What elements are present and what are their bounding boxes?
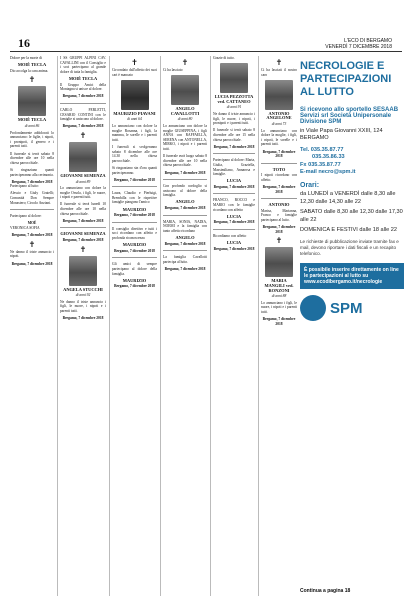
notice-signature: Bergamo, 7 dicembre 2018 xyxy=(262,185,296,194)
age-label: di anni 86 xyxy=(24,123,40,128)
notice-signature: Bergamo, 7 dicembre 2018 xyxy=(164,170,206,175)
obituary-column-3 xyxy=(112,56,157,596)
deceased-name: GIOVANNI SEMENZA xyxy=(60,172,106,178)
portrait-photo xyxy=(220,63,248,93)
deceased-name: ANGELO xyxy=(175,235,195,241)
notice-signature: Bergamo, 7 dicembre 2018 xyxy=(62,316,104,321)
age-label: di anni 91 xyxy=(226,105,242,110)
notice-signature: Bergamo, 7 dicembre 2018 xyxy=(11,233,53,238)
notice-signature: Bergamo, 7 dicembre 2018 xyxy=(262,225,296,234)
notice-signature: Bergamo, 7 dicembre 2018 xyxy=(62,238,104,243)
notice-text: I SS GRUPPI ALPINI CAV. CAVALLINI con il Consiglio e i soci partecipano al grande dolore di tutta la famiglia. xyxy=(60,56,106,74)
notice-text: Si ringraziano quanti parteciperanno alla cerimonia. xyxy=(10,167,54,177)
deceased-name: ANTONIO xyxy=(268,202,290,208)
notice-signature: Bergamo, 7 dicembre 2018 xyxy=(11,261,53,266)
obituary-column-1 xyxy=(10,56,54,596)
notice-text: Si ringraziano sin d'ora quanti parteciperanno. xyxy=(112,165,157,175)
advert-intro: Si ricevono allo sportello SESAAB Servizi srl Società Unipersonale Divisione SPM xyxy=(300,107,399,125)
notice-divider xyxy=(60,103,106,104)
column-divider xyxy=(57,56,58,596)
advert-tel-2[interactable]: 035.35.86.33 xyxy=(312,154,345,161)
notice-text: Lo annunciano con dolore la moglie GIUSEPPINA, i figli ANNA con RAFFAELLA, SERENA con ANTONELLA, MIRKO, i nipoti e i parenti tutti. xyxy=(163,123,207,151)
notice-text: CARLO FERLETTI, CESARIO CONTINI con le famiglie si uniscono al dolore. xyxy=(60,107,106,122)
cross-icon: ✝ xyxy=(79,244,87,254)
notice-signature: Bergamo, 7 dicembre 2018 xyxy=(114,213,155,218)
notice-divider xyxy=(112,222,157,223)
notice-text: Partecipano al dolore: xyxy=(10,214,42,219)
notice-text: Ricordiamo con affetto xyxy=(213,234,247,239)
page-header xyxy=(10,0,404,56)
notice-text: Grazie di tutto. xyxy=(213,56,235,60)
deceased-name: LUCIA xyxy=(226,213,242,219)
cross-icon: ✝ xyxy=(28,75,36,85)
notice-signature: Bergamo, 7 dicembre 2018 xyxy=(262,317,296,326)
advert-orari-sunday: DOMENICA E FESTIVI dalle 18 alle 22 xyxy=(300,227,397,234)
continue-note: Continua a pagina 18 xyxy=(300,588,351,594)
deceased-name: ANGELO xyxy=(175,199,195,205)
notice-text: Lo annunciano con dolore la moglie Rosanna, i figli, la mamma, le sorelle e i parenti tutti. xyxy=(112,123,157,142)
deceased-name: MAURIZIO xyxy=(122,242,147,248)
portrait-photo xyxy=(69,142,97,172)
obituary-column-5 xyxy=(213,56,255,596)
notice-text: Lo annunciano con dolore la moglie, i figli, i nipoti, le sorelle e i parenti tutti. xyxy=(261,128,297,147)
advert-fax: Fx 035.35.87.77 xyxy=(300,161,341,168)
notice-text: Partecipano al lutto: xyxy=(10,184,39,189)
deceased-name: MOIÈ TECLA xyxy=(17,117,47,123)
notice-text: I nipoti ricordano con affetto. xyxy=(261,173,297,182)
notice-divider xyxy=(112,257,157,258)
deceased-name: MOIÈ TECLA xyxy=(68,75,98,81)
notice-signature: Bergamo, 7 dicembre 2018 xyxy=(11,179,53,184)
notice-text: VERONICA SOFIA xyxy=(10,226,40,231)
notice-text: Il Gruppo Amici della Montagna si unisce al dolore. xyxy=(60,82,106,92)
notice-text: Lo annunciano con dolore la moglie Orsola, i figli, le nuore, i nipoti e parenti tutti. xyxy=(60,186,106,200)
column-divider xyxy=(210,56,211,596)
notice-text: Il funerale si terrà sabato 8 dicembre alle ore 15 nella chiesa parrocchiale. xyxy=(213,128,255,142)
notice-signature: Bergamo, 7 dicembre 2018 xyxy=(62,218,104,223)
notice-text: Lo annunciano i figli, le nuore, i nipoti e i parenti tutti. xyxy=(261,300,297,314)
deceased-name: ANTONIO ANGELONE xyxy=(266,110,292,121)
notice-signature: Bergamo, 7 dicembre 2018 xyxy=(114,177,155,182)
spm-logo xyxy=(300,295,404,321)
notice-signature: Bergamo, 7 dicembre 2018 xyxy=(213,220,255,225)
notice-text: Ne danno il triste annuncio i nipoti. xyxy=(10,249,54,259)
notice-text: Il funerale si terrà lunedì 10 dicembre alle ore 10 nella chiesa parrocchiale. xyxy=(60,202,106,216)
notice-text: Ne danno il triste annuncio i figli, le nuore, i nipoti, i pronipoti e i parenti tutti. xyxy=(213,111,255,126)
header-rule xyxy=(10,51,402,52)
portrait-photo xyxy=(69,256,97,286)
notice-text: Ci ha lasciati il nostro caro xyxy=(261,68,297,77)
notice-signature: Bergamo, 7 dicembre 2018 xyxy=(164,241,206,246)
newspaper-masthead xyxy=(325,38,392,50)
notice-text: La famiglia Cavallotti partecipa al lutto. xyxy=(163,255,207,264)
deceased-name: GIOVANNI SEMENZA xyxy=(60,231,106,237)
notice-divider xyxy=(163,179,207,180)
advert-address: in Viale Papa Giovanni XXIII, 124 BERGAMO xyxy=(300,128,383,142)
advert-email[interactable]: E-mail necro@spm.it xyxy=(300,169,356,176)
notice-signature: Bergamo, 7 dicembre 2018 xyxy=(164,206,206,211)
portrait-photo xyxy=(265,247,293,277)
age-label: di anni 92 xyxy=(75,293,91,298)
notice-text: Il funerale avrà luogo sabato 8 dicembre alle ore 10 nella chiesa parrocchiale. xyxy=(163,154,207,168)
cross-icon: ✝ xyxy=(79,130,87,140)
deceased-name: ANGELO CAVALLOTTI xyxy=(170,106,200,116)
notice-text: Profondamente addolorati lo annunciano: le figlie, i nipoti, i pronipoti, il genero e i parenti tutti. xyxy=(10,130,54,149)
notice-text: Dio accolga la cara anima. xyxy=(10,68,49,73)
notice-signature: Bergamo, 7 dicembre 2018 xyxy=(62,124,104,129)
issue-date: VENERDÌ 7 DICEMBRE 2018 xyxy=(325,44,392,50)
notice-divider xyxy=(261,198,297,199)
notice-text: Con profondo cordoglio si uniscono al dolore della famiglia. xyxy=(163,184,207,198)
notice-divider xyxy=(112,186,157,187)
column-divider xyxy=(160,56,161,596)
deceased-name: MAURIZIO xyxy=(122,206,147,212)
deceased-name: LUCIA xyxy=(226,240,242,246)
advert-orari-label: Orari: xyxy=(300,182,320,190)
spm-logo-text: SPM xyxy=(330,299,363,317)
cross-icon: ✝ xyxy=(275,236,283,246)
portrait-photo xyxy=(171,75,199,105)
notice-text: Il funerale si terrà sabato 8 dicembre alle ore 10 nella chiesa parrocchiale. xyxy=(10,151,54,165)
notice-signature: Bergamo, 7 dicembre 2018 xyxy=(213,144,255,149)
portrait-photo xyxy=(121,80,149,110)
age-label: di anni 89 xyxy=(75,179,91,184)
notice-text: Il consiglio direttivo e tutti i soci ricordano con affetto e profonda riconoscenza xyxy=(112,226,157,241)
obituary-column-6 xyxy=(261,56,297,596)
cross-icon: ✝ xyxy=(181,58,189,67)
page-number: 16 xyxy=(18,36,30,50)
column-divider xyxy=(258,56,259,596)
notice-text: Ci ha lasciato xyxy=(163,68,183,72)
notice-text: Laura, Claudio e Pierluigi, Brembilla con le rispettive famiglie piangono l'amico xyxy=(112,191,157,205)
notice-text: I funerali si svolgeranno sabato 8 dicembre alle ore 14.30 nella chiesa parrocchiale. xyxy=(112,144,157,163)
cross-icon: ✝ xyxy=(131,58,138,67)
notice-divider xyxy=(60,227,106,228)
notice-signature: MOÈ xyxy=(27,221,37,226)
deceased-name: TOTO xyxy=(272,166,286,172)
notice-text: Circondato dall'affetto dei suoi cari è mancato xyxy=(112,68,157,77)
spm-logo-icon xyxy=(300,295,326,321)
advert-orari-saturday: SABATO dalle 8,30 alle 12,30 dalle 17,30 alle 22 xyxy=(300,209,403,223)
age-label: di anni 64 xyxy=(127,117,142,122)
notice-divider xyxy=(10,209,54,210)
notice-text: Partecipano al dolore: Marta, Giulia, Graziella, Massimiliano, Annarosa e famiglie. xyxy=(213,158,255,177)
notice-signature: Bergamo, 7 dicembre 2018 xyxy=(62,94,104,99)
notice-signature: Bergamo, 7 dicembre 2018 xyxy=(213,184,255,189)
advert-tel[interactable]: Tel. 035.35.87.77 xyxy=(300,146,344,153)
obituary-column-2 xyxy=(60,56,106,596)
cross-icon: ✝ xyxy=(275,58,283,67)
notice-divider xyxy=(163,215,207,216)
notice-text: Gli amici di sempre partecipano al dolore della famiglia. xyxy=(112,262,157,276)
notice-text: FRANCO, ROCCO e MARIO con le famiglie ricordano con affetto xyxy=(213,198,255,212)
portrait-photo xyxy=(18,86,46,116)
deceased-name: LUCIA PEZZOTTA ved. CATTANEO xyxy=(214,94,254,104)
notice-text: Dolore per la morte di xyxy=(10,56,42,60)
notice-signature: Bergamo, 7 dicembre 2018 xyxy=(164,267,206,271)
notice-signature: Bergamo, 7 dicembre 2018 xyxy=(213,246,255,251)
notice-divider xyxy=(261,163,297,164)
deceased-name: LUCIA xyxy=(226,178,242,184)
advert-note: Le richieste di pubblicazione inviate tramite fax e mail, devono riportare i dati fiscali e un recapito telefonico. xyxy=(300,239,399,257)
age-label: di anni 73 xyxy=(271,121,287,126)
notice-signature: Bergamo, 7 dicembre 2018 xyxy=(114,248,155,253)
deceased-name: MARIA MANGILI ved. RONZONI xyxy=(264,278,294,293)
advert-title: NECROLOGIE E PARTECIPAZIONI AL LUTTO xyxy=(300,60,392,98)
necrology-advert xyxy=(300,56,404,580)
cross-icon: ✝ xyxy=(28,239,36,249)
portrait-photo xyxy=(265,80,293,110)
deceased-name: MAURIZIO PIAVANI xyxy=(113,110,156,116)
age-label: di anni 80 xyxy=(177,117,193,122)
notice-divider xyxy=(213,153,255,154)
notice-text: Marisa, Marianna, Franco e famiglie partecipano al lutto. xyxy=(261,208,297,223)
advert-orari-weekdays: da LUNEDÌ a VENERDÌ dalle 8,30 alle 12,30 dalle 14,30 alle 22 xyxy=(300,191,396,205)
advert-online-banner[interactable]: È possibile inserire direttamente on line le partecipazioni al lutto su www.ecodibergamo.it/necrologie xyxy=(300,263,404,290)
column-divider xyxy=(109,56,110,596)
deceased-name: MAURIZIO xyxy=(122,277,147,283)
notice-divider xyxy=(163,250,207,251)
notice-text: Alessio e Giuly Gratelli; Comunità Don Sempre Monastero; Circolo Anziani. xyxy=(10,191,54,205)
notice-divider xyxy=(213,229,255,230)
deceased-name: MOIÈ TECLA xyxy=(17,62,47,68)
notice-text: MARIA, SONIA, NADIA, NOEMI e la famiglia con tanto affetto ricordano xyxy=(163,219,207,233)
notice-divider xyxy=(213,193,255,194)
newspaper-name: L'ECO DI BERGAMO xyxy=(344,38,392,44)
notice-signature: Bergamo, 7 dicembre 2018 xyxy=(262,149,296,159)
deceased-name: ANGELA STUCCHI xyxy=(63,286,103,292)
notice-text: Ne danno il triste annuncio i figli, le nuore, i nipoti e i parenti tutti. xyxy=(60,299,106,313)
age-label: di anni 88 xyxy=(271,294,287,299)
notice-signature: Bergamo, 7 dicembre 2018 xyxy=(114,284,155,289)
obituary-column-4 xyxy=(163,56,207,596)
